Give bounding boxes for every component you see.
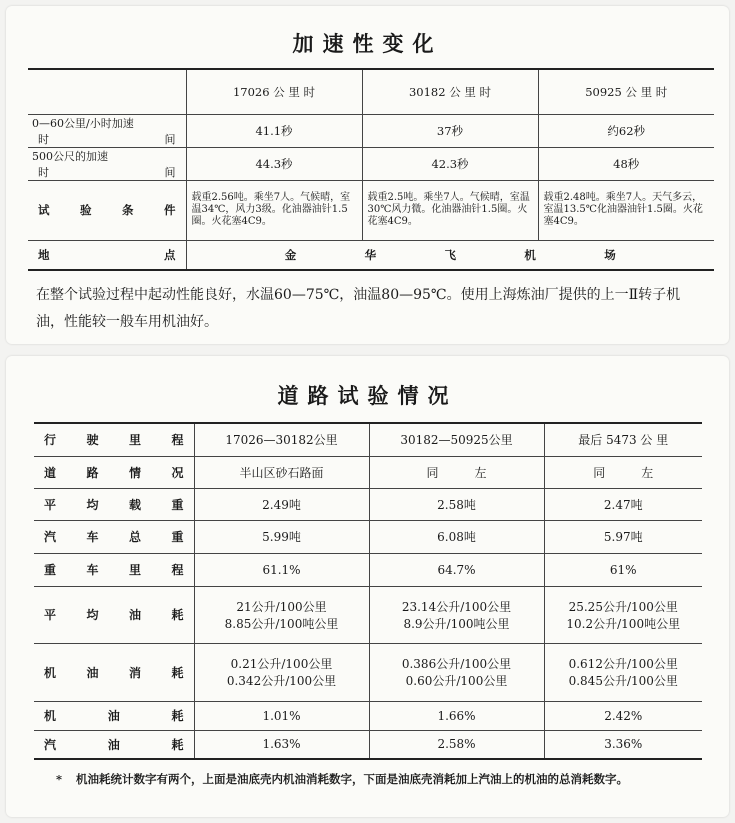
row-label-avg-fuel: 平 均 油 耗 <box>34 586 194 643</box>
oil-rate-3: 2.42% <box>544 701 702 730</box>
distance-1: 17026—30182公里 <box>194 423 369 456</box>
fuel-rate-2: 2.58% <box>369 730 544 759</box>
row-label-oil-consumption: 机 油 消 耗 <box>34 643 194 701</box>
accel-0-60-50925: 约62秒 <box>538 114 714 147</box>
table-row <box>34 423 702 456</box>
table-row <box>34 730 702 759</box>
table-row <box>34 701 702 730</box>
road-test-title: 道路试验情况 <box>277 383 458 408</box>
row-label-conditions: 试 验 条 件 <box>28 180 186 240</box>
row-label-road: 道 路 情 况 <box>34 456 194 488</box>
gross-weight-3: 5.97吨 <box>544 520 702 553</box>
row-label-accel-500m: 500公尺的加速 时 间 <box>28 147 186 180</box>
footnote-text: 机油耗统计数字有两个，上面是油底壳内机油消耗数字，下面是油底壳消耗加上汽油上的机油的总消耗数字。 <box>76 772 628 786</box>
loaded-distance-2: 64.7% <box>369 553 544 586</box>
accel-0-60-30182: 37秒 <box>362 114 538 147</box>
footnote <box>56 769 706 789</box>
table-row <box>34 456 702 488</box>
table-row <box>28 114 714 147</box>
distance-2: 30182—50925公里 <box>369 423 544 456</box>
row-label-fuel-rate: 汽 油 耗 <box>34 730 194 759</box>
distance-3: 最后 5473 公 里 <box>544 423 702 456</box>
accel-0-60-17026: 41.1秒 <box>186 114 362 147</box>
avg-fuel-1: 21公升/100公里 8.85公升/100吨公里 <box>194 586 369 643</box>
accel-500m-17026: 44.3秒 <box>186 147 362 180</box>
table-row <box>34 553 702 586</box>
fuel-rate-3: 3.36% <box>544 730 702 759</box>
table-row <box>34 643 702 701</box>
conditions-50925: 载重2.48吨。乘坐7人。天气多云，室温13.5℃化油器油针1.5圈。火花塞4C9。 <box>538 180 714 240</box>
row-label-distance: 行 驶 里 程 <box>44 433 184 448</box>
header-30182: 30182 公 里 时 <box>362 69 538 114</box>
acceleration-panel <box>6 6 729 344</box>
row-label-location: 地 点 <box>28 240 186 270</box>
table-row <box>34 586 702 643</box>
loaded-distance-1: 61.1% <box>194 553 369 586</box>
conditions-30182: 载重2.5吨。乘坐7人。气候晴，室温30℃风力微。化油器油针1.5圈。火花塞4C9。 <box>362 180 538 240</box>
location-value: 金 华 飞 机 场 <box>186 240 714 270</box>
table-row <box>28 240 714 270</box>
oil-rate-2: 1.66% <box>369 701 544 730</box>
row-label-avg-load: 平 均 载 重 <box>34 488 194 520</box>
row-label-loaded-distance: 重 车 里 程 <box>34 553 194 586</box>
oil-consumption-3: 0.612公升/100公里 0.845公升/100公里 <box>544 643 702 701</box>
table-row <box>28 180 714 240</box>
accel-500m-50925: 48秒 <box>538 147 714 180</box>
fuel-rate-1: 1.63% <box>194 730 369 759</box>
avg-load-3: 2.47吨 <box>544 488 702 520</box>
avg-fuel-3: 25.25公升/100公里 10.2公升/100吨公里 <box>544 586 702 643</box>
row-label-accel-0-60: 0—60公里/小时加速 时 间 <box>28 114 186 147</box>
gross-weight-1: 5.99吨 <box>194 520 369 553</box>
header-17026: 17026 公 里 时 <box>186 69 362 114</box>
acceleration-title: 加速性变化 <box>292 31 443 56</box>
accel-500m-30182: 42.3秒 <box>362 147 538 180</box>
acceleration-table <box>28 68 714 271</box>
road-3: 同 左 <box>544 456 702 488</box>
footnote-mark: * <box>56 772 63 786</box>
gross-weight-2: 6.08吨 <box>369 520 544 553</box>
header-blank <box>28 69 186 114</box>
oil-rate-1: 1.01% <box>194 701 369 730</box>
road-2: 同 左 <box>369 456 544 488</box>
avg-load-2: 2.58吨 <box>369 488 544 520</box>
loaded-distance-3: 61% <box>544 553 702 586</box>
avg-fuel-2: 23.14公升/100公里 8.9公升/100吨公里 <box>369 586 544 643</box>
row-label-gross-weight: 汽 车 总 重 <box>34 520 194 553</box>
table-header-row <box>28 69 714 114</box>
road-1: 半山区砂石路面 <box>194 456 369 488</box>
avg-load-1: 2.49吨 <box>194 488 369 520</box>
oil-consumption-2: 0.386公升/100公里 0.60公升/100公里 <box>369 643 544 701</box>
row-label-oil-rate: 机 油 耗 <box>34 701 194 730</box>
oil-consumption-1: 0.21公升/100公里 0.342公升/100公里 <box>194 643 369 701</box>
road-test-table <box>34 422 702 760</box>
table-row <box>34 488 702 520</box>
header-50925: 50925 公 里 时 <box>538 69 714 114</box>
road-test-panel <box>6 356 729 817</box>
table-row <box>34 520 702 553</box>
summary-paragraph: 在整个试验过程中起动性能良好，水温60—75℃，油温80—95℃。使用上海炼油厂提供的上一Ⅱ转子机油，性能较一般车用机油好。 <box>36 287 681 330</box>
conditions-17026: 载重2.56吨。乘坐7人。气候晴，室温34℃，风力3级。化油器油针1.5圈。火花塞4C9。 <box>186 180 362 240</box>
table-row <box>28 147 714 180</box>
